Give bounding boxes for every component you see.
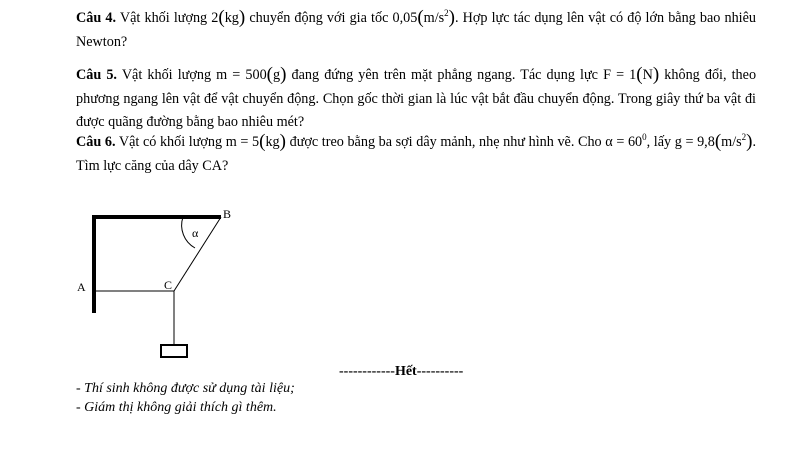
acceleration-value: $0,05(m/s^2)$ <box>392 7 455 28</box>
note-no-explanation: - Giám thị không giải thích gì thêm. <box>76 400 277 415</box>
question-label: Câu 5. <box>76 67 117 83</box>
question-4 <box>76 7 756 54</box>
question-label: Câu 6. <box>76 134 116 150</box>
mass-value: m = 5(kg) <box>225 131 286 152</box>
label-alpha: α <box>192 226 199 240</box>
question-text: được treo bằng ba sợi dây mảnh, nhẹ như hình vẽ. Cho <box>289 134 602 150</box>
question-text: chuyển động với gia tốc <box>249 10 389 26</box>
question-text: . Tìm lực căng của dây CA? <box>76 134 757 174</box>
note-no-documents: - Thí sinh không được sử dụng tài liệu; <box>76 381 295 396</box>
question-text: không đổi, theo phương ngang lên vật để vật chuyển động. Chọn gốc thời gian là lúc vật bắt đầu chuyển động. Trong giây thứ ba vật đi được quãng đường bằng bao nhiêu mét? <box>76 67 757 130</box>
question-text: Vật có khối lượng <box>118 134 223 150</box>
question-text: . Hợp lực tác dụng lên vật có độ lớn bằng bao nhiêu Newton? <box>76 10 757 50</box>
force-value: F = 1(N) <box>603 64 660 85</box>
question-text: Vật khối lượng <box>119 10 208 26</box>
angle-value: $\alpha = 60^0$ <box>605 132 647 150</box>
hanging-mass-figure <box>74 205 254 365</box>
mass-value: 2(kg) <box>211 7 246 28</box>
question-5 <box>76 64 756 135</box>
end-marker: ------------Hết---------- <box>339 364 464 379</box>
question-6 <box>76 131 756 178</box>
question-text: đang đứng yên trên mặt phẳng ngang. Tác dụng lực <box>291 67 598 83</box>
question-text: Vật khối lượng <box>121 67 212 83</box>
gravity-value: $g = 9,8(m/s^2)$ <box>674 131 753 152</box>
label-a: A <box>77 280 86 294</box>
label-c: C <box>164 278 173 292</box>
question-label: Câu 4. <box>76 10 116 26</box>
question-text: , lấy <box>646 134 672 150</box>
mass-block <box>161 345 187 357</box>
label-b: B <box>223 207 232 221</box>
mass-value: m = 500(g) <box>216 64 287 85</box>
